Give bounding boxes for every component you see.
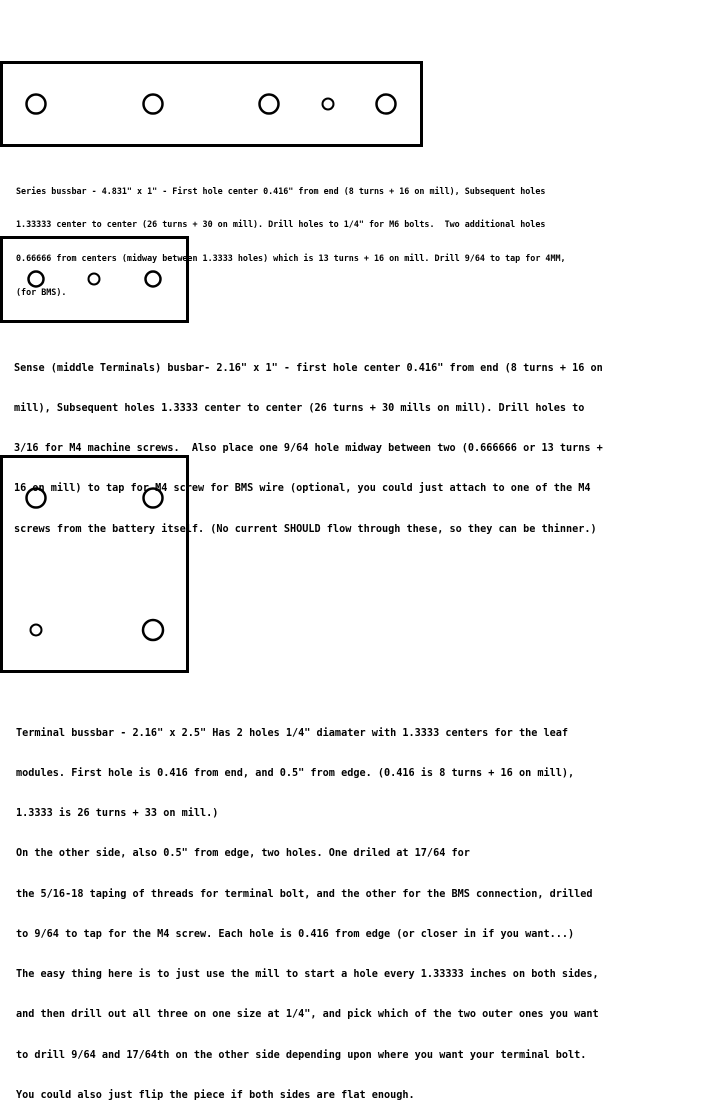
- note-line: 16 on mill) to tap for M4 screw for BMS wire (optional, you could just attach to one of the M4: [14, 483, 591, 495]
- note-line: On the other side, also 0.5" from edge, two holes. One driled at 17/64 for: [16, 848, 470, 860]
- note-line: and then drill out all three on one size at 1/4", and pick which of the two outer ones you want: [16, 1009, 599, 1021]
- note-line: 1.33333 center to center (26 turns + 30 on mill). Drill holes to 1/4" for M6 bolts. Two additional holes: [16, 219, 546, 230]
- series-busbar-hole-large: [27, 95, 46, 114]
- series-busbar-outline: [2, 63, 422, 146]
- note-line: You could also just flip the piece if both sides are flat enough.: [16, 1089, 415, 1101]
- series-busbar-hole-small: [323, 99, 334, 110]
- note-line: 0.66666 from centers (midway between 1.3333 holes) which is 13 turns + 16 on mill. Drill 9/64 to tap for 4MM,: [16, 253, 566, 264]
- note-line: Series bussbar - 4.831" x 1" - First hole center 0.416" from end (8 turns + 16 on mill), Subsequent holes: [16, 185, 546, 196]
- note-line: to drill 9/64 and 17/64th on the other side depending upon where you want your terminal bolt.: [16, 1049, 587, 1061]
- series-busbar-drawing: [2, 63, 422, 146]
- note-line: (for BMS).: [16, 287, 67, 298]
- series-busbar-hole-large: [260, 95, 279, 114]
- note-line: modules. First hole is 0.416 from end, and 0.5" from edge. (0.416 is 8 turns + 16 on mill),: [16, 768, 575, 780]
- sense-busbar-note: [14, 335, 603, 550]
- note-line: mill), Subsequent holes 1.3333 center to center (26 turns + 30 mills on mill). Drill holes to: [14, 403, 585, 415]
- series-busbar-note: [16, 163, 566, 310]
- note-line: 3/16 for M4 machine screws. Also place one 9/64 hole midway between two (0.666666 or 13 turns +: [14, 443, 603, 455]
- note-line: the 5/16-18 taping of threads for terminal bolt, and the other for the BMS connection, drilled: [16, 888, 593, 900]
- terminal-busbar-hole-small: [31, 625, 42, 636]
- note-line: to 9/64 to tap for the M4 screw. Each hole is 0.416 from edge (or closer in if you want...): [16, 928, 575, 940]
- terminal-busbar-hole-large: [143, 620, 163, 640]
- terminal-busbar-note: [16, 700, 599, 1116]
- series-busbar-hole-large: [377, 95, 396, 114]
- series-busbar-hole-large: [144, 95, 163, 114]
- note-line: The easy thing here is to just use the mill to start a hole every 1.33333 inches on both sides,: [16, 969, 599, 981]
- note-line: 1.3333 is 26 turns + 33 on mill.): [16, 808, 219, 820]
- note-line: Sense (middle Terminals) busbar- 2.16" x 1" - first hole center 0.416" from end (8 turns + 16 on: [14, 362, 603, 374]
- note-line: screws from the battery itself. (No current SHOULD flow through these, so they can be thinner.): [14, 523, 597, 535]
- note-line: Terminal bussbar - 2.16" x 2.5" Has 2 holes 1/4" diamater with 1.3333 centers for the leaf: [16, 727, 569, 739]
